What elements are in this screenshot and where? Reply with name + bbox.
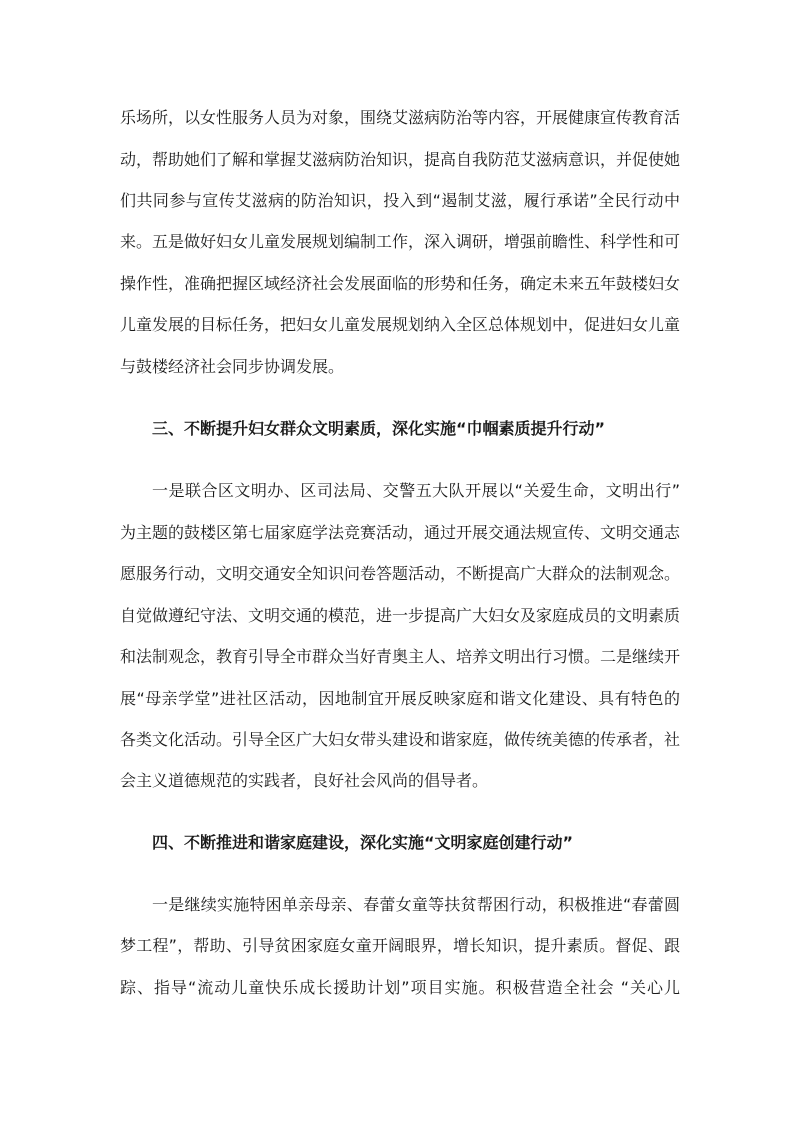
- section-heading: 三、不断提升妇女群众文明素质，深化实施“巾帼素质提升行动”: [152, 419, 606, 438]
- paragraph-line: 为主题的鼓楼区第七届家庭学法竞赛活动，通过开展交通法规宣传、文明交通志: [120, 523, 681, 542]
- section-heading: 四、不断推进和谐家庭建设，深化实施“文明家庭创建行动”: [152, 833, 574, 852]
- paragraph-line: 一是联合区文明办、区司法局、交警五大队开展以“关爱生命，文明出行”: [152, 481, 680, 500]
- paragraph-line: 一是继续实施特困单亲母亲、春蕾女童等扶贫帮困行动，积极推进“春蕾圆: [152, 895, 680, 914]
- paragraph-line: 和法制观念，教育引导全市群众当好青奥主人、培养文明出行习惯。二是继续开: [120, 647, 681, 666]
- paragraph-line: 会主义道德规范的实践者，良好社会风尚的倡导者。: [120, 771, 489, 790]
- paragraph-line: 愿服务行动，文明交通安全知识问卷答题活动，不断提高广大群众的法制观念。: [120, 564, 681, 583]
- paragraph-line: 来。五是做好妇女儿童发展规划编制工作，深入调研，增强前瞻性、科学性和可: [120, 232, 681, 251]
- paragraph-line: 们共同参与宣传艾滋病的防治知识，投入到“遏制艾滋，履行承诺”全民行动中: [120, 191, 680, 210]
- paragraph-line: 乐场所，以女性服务人员为对象，围绕艾滋病防治等内容，开展健康宣传教育活: [120, 108, 681, 127]
- paragraph-line: 踪、指导“流动儿童快乐成长援助计划”项目实施。积极营造全社会 “关心儿: [120, 978, 680, 997]
- paragraph-line: 与鼓楼经济社会同步协调发展。: [120, 357, 345, 376]
- paragraph-line: 展“母亲学堂”进社区活动，因地制宜开展反映家庭和谐文化建设、具有特色的: [120, 689, 680, 708]
- paragraph-line: 动，帮助她们了解和掌握艾滋病防治知识，提高自我防范艾滋病意识，并促使她: [120, 150, 681, 169]
- paragraph-line: 梦工程”，帮助、引导贫困家庭女童开阔眼界，增长知识，提升素质。督促、跟: [120, 936, 680, 955]
- paragraph-line: 自觉做遵纪守法、文明交通的模范，进一步提高广大妇女及家庭成员的文明素质: [120, 606, 681, 625]
- paragraph-line: 各类文化活动。引导全区广大妇女带头建设和谐家庭，做传统美德的传承者，社: [120, 730, 681, 749]
- paragraph-line: 儿童发展的目标任务，把妇女儿童发展规划纳入全区总体规划中，促进妇女儿童: [120, 315, 681, 334]
- paragraph-line: 操作性，准确把握区域经济社会发展面临的形势和任务，确定未来五年鼓楼妇女: [120, 274, 681, 293]
